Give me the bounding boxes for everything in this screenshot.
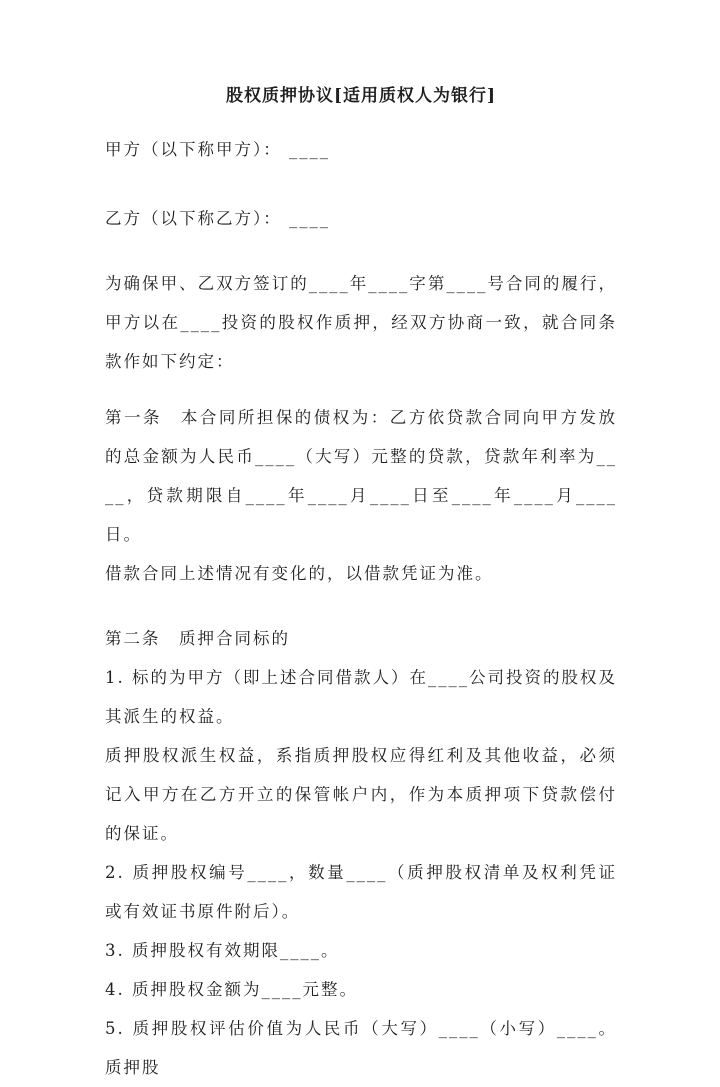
article-2-item-2: 2. 质押股权编号____，数量____（质押股权清单及权利凭证或有效证书原件附后）。 bbox=[105, 863, 617, 921]
party-b-line: 乙方（以下称乙方）： ____ bbox=[105, 209, 330, 228]
preamble-paragraph: 为确保甲、乙双方签订的____年____字第____号合同的履行，甲方以在____投资的股权作质押，经双方协商一致，就合同条款作如下约定： bbox=[105, 274, 617, 371]
article-2-item-3: 3. 质押股权有效期限____。 bbox=[105, 941, 340, 960]
article-2-item-1: 1. 标的为甲方（即上述合同借款人）在____公司投资的股权及其派生的权益。 bbox=[105, 668, 617, 726]
article-2-item-4: 4. 质押股权金额为____元整。 bbox=[105, 980, 358, 999]
article-2-item-5: 5. 质押股权评估价值为人民币（大写）____（小写）____。质押股 bbox=[105, 1019, 617, 1077]
document-title: 股权质押协议[适用质权人为银行] bbox=[225, 86, 497, 106]
article-1-paragraph: 第一条 本合同所担保的债权为：乙方依贷款合同向甲方发放的总金额为人民币____（大写）元整的贷款，贷款年利率为____，贷款期限自____年____月____日至____年____月____日。 bbox=[105, 408, 617, 544]
article-1-note: 借款合同上述情况有变化的，以借款凭证为准。 bbox=[105, 564, 494, 583]
article-2-heading: 第二条 质押合同标的 bbox=[105, 629, 290, 648]
article-2-item-1-note: 质押股权派生权益，系指质押股权应得红利及其他收益，必须记入甲方在乙方开立的保管帐户内，作为本质押项下贷款偿付的保证。 bbox=[105, 746, 617, 843]
party-a-line: 甲方（以下称甲方）： ____ bbox=[105, 140, 330, 159]
